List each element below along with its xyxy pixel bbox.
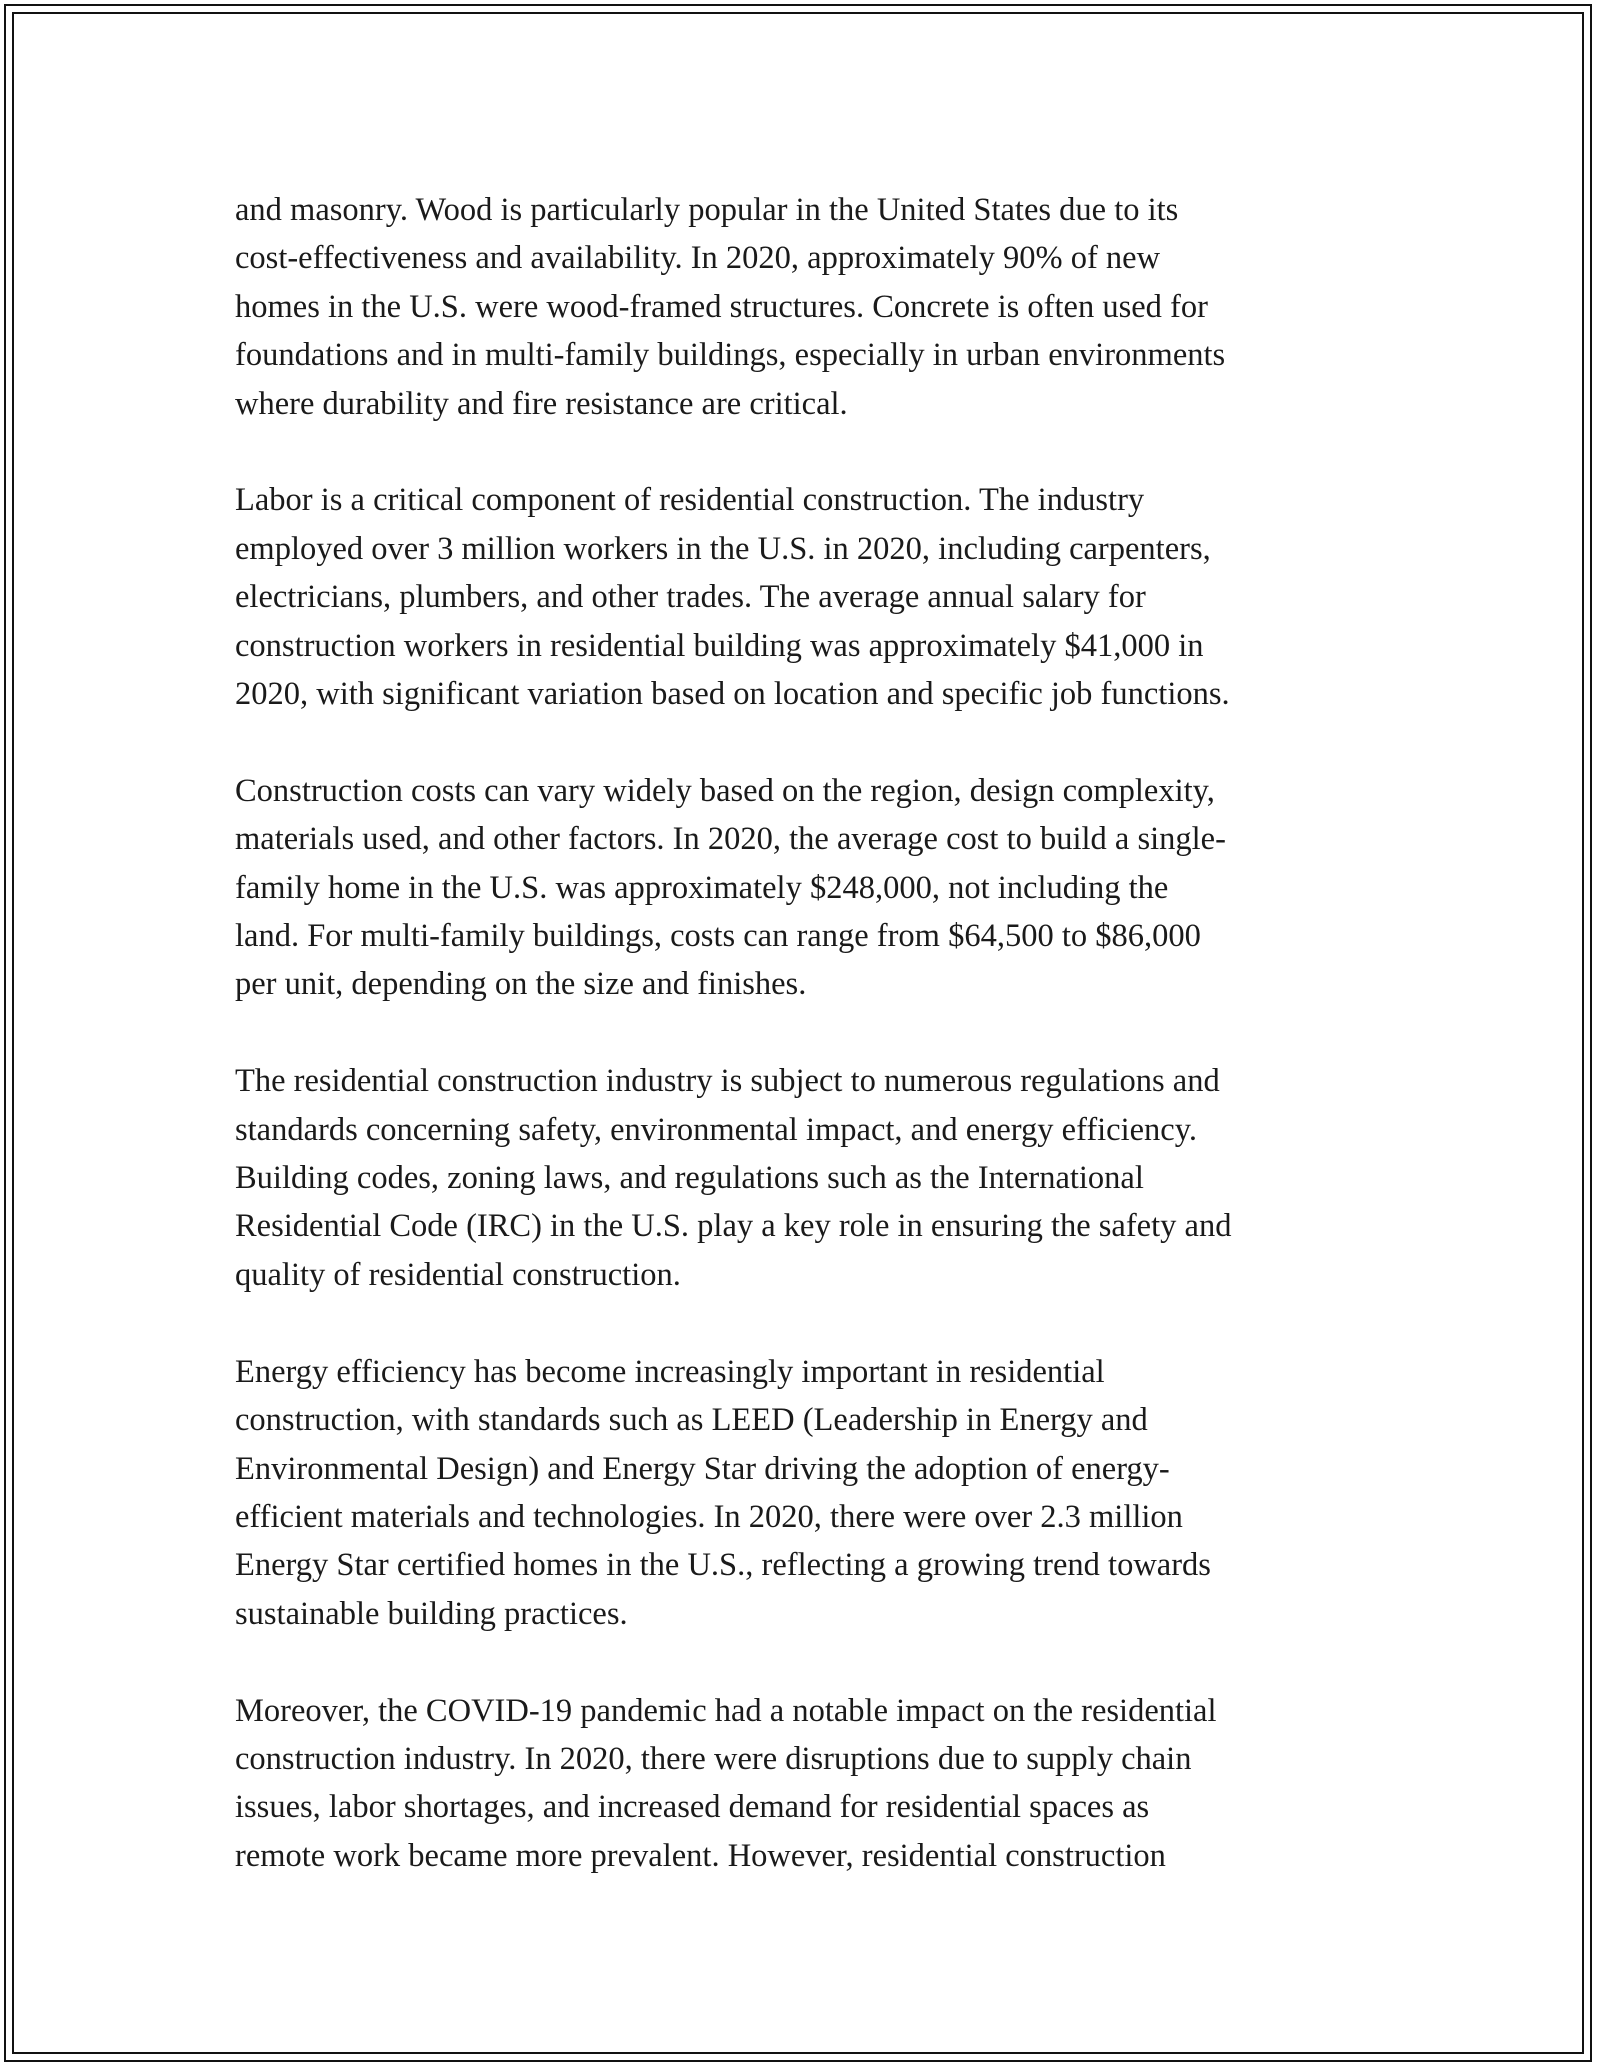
text-line: family home in the U.S. was approximately $248,000, not including the <box>235 869 1169 906</box>
text-line: Energy efficiency has become increasingly important in residential <box>235 1353 1105 1390</box>
text-line: and masonry. Wood is particularly popular in the United States due to its <box>235 192 1179 228</box>
paragraph-energy-efficiency <box>235 1348 1385 1638</box>
text-line: quality of residential construction. <box>235 1256 681 1293</box>
text-line: sustainable building practices. <box>235 1595 628 1632</box>
text-line: issues, labor shortages, and increased demand for residential spaces as <box>235 1789 1150 1826</box>
text-line: land. For multi-family buildings, costs can range from $64,500 to $86,000 <box>235 918 1201 955</box>
text-line: construction industry. In 2020, there were disruptions due to supply chain <box>235 1740 1192 1777</box>
text-line: where durability and fire resistance are critical. <box>235 385 848 422</box>
text-line: electricians, plumbers, and other trades. The average annual salary for <box>235 579 1146 616</box>
text-line: homes in the U.S. were wood-framed structures. Concrete is often used for <box>235 288 1208 325</box>
text-line: employed over 3 million workers in the U.S. in 2020, including carpenters, <box>235 530 1211 567</box>
paragraph-labor <box>235 476 1385 718</box>
text-line: per unit, depending on the size and finishes. <box>235 966 807 1003</box>
text-line: Building codes, zoning laws, and regulations such as the International <box>235 1160 1144 1197</box>
text-line: materials used, and other factors. In 2020, the average cost to build a single- <box>235 821 1226 858</box>
text-line: Environmental Design) and Energy Star driving the adoption of energy- <box>235 1450 1170 1487</box>
paragraph-materials <box>235 186 1385 428</box>
text-line: foundations and in multi-family buildings, especially in urban environments <box>235 337 1226 374</box>
document-body <box>235 186 1385 1880</box>
text-line: Labor is a critical component of residential construction. The industry <box>235 482 1145 519</box>
text-line: construction, with standards such as LEED (Leadership in Energy and <box>235 1402 1148 1439</box>
paragraph-covid-impact <box>235 1687 1385 1881</box>
text-line: efficient materials and technologies. In 2020, there were over 2.3 million <box>235 1498 1183 1535</box>
text-line: construction workers in residential building was approximately $41,000 in <box>235 627 1204 664</box>
text-line: standards concerning safety, environmental impact, and energy efficiency. <box>235 1111 1197 1148</box>
paragraph-costs <box>235 767 1385 1009</box>
text-line: Construction costs can vary widely based on the region, design complexity, <box>235 772 1215 809</box>
text-line: Residential Code (IRC) in the U.S. play a key role in ensuring the safety and <box>235 1208 1232 1245</box>
paragraph-regulations <box>235 1057 1385 1299</box>
text-line: Energy Star certified homes in the U.S., reflecting a growing trend towards <box>235 1547 1211 1584</box>
text-line: cost-effectiveness and availability. In 2020, approximately 90% of new <box>235 240 1161 277</box>
text-line: Moreover, the COVID-19 pandemic had a notable impact on the residential <box>235 1692 1217 1729</box>
text-line: remote work became more prevalent. However, residential construction <box>235 1837 1166 1874</box>
text-line: The residential construction industry is subject to numerous regulations and <box>235 1063 1220 1100</box>
text-line: 2020, with significant variation based on location and specific job functions. <box>235 676 1230 713</box>
